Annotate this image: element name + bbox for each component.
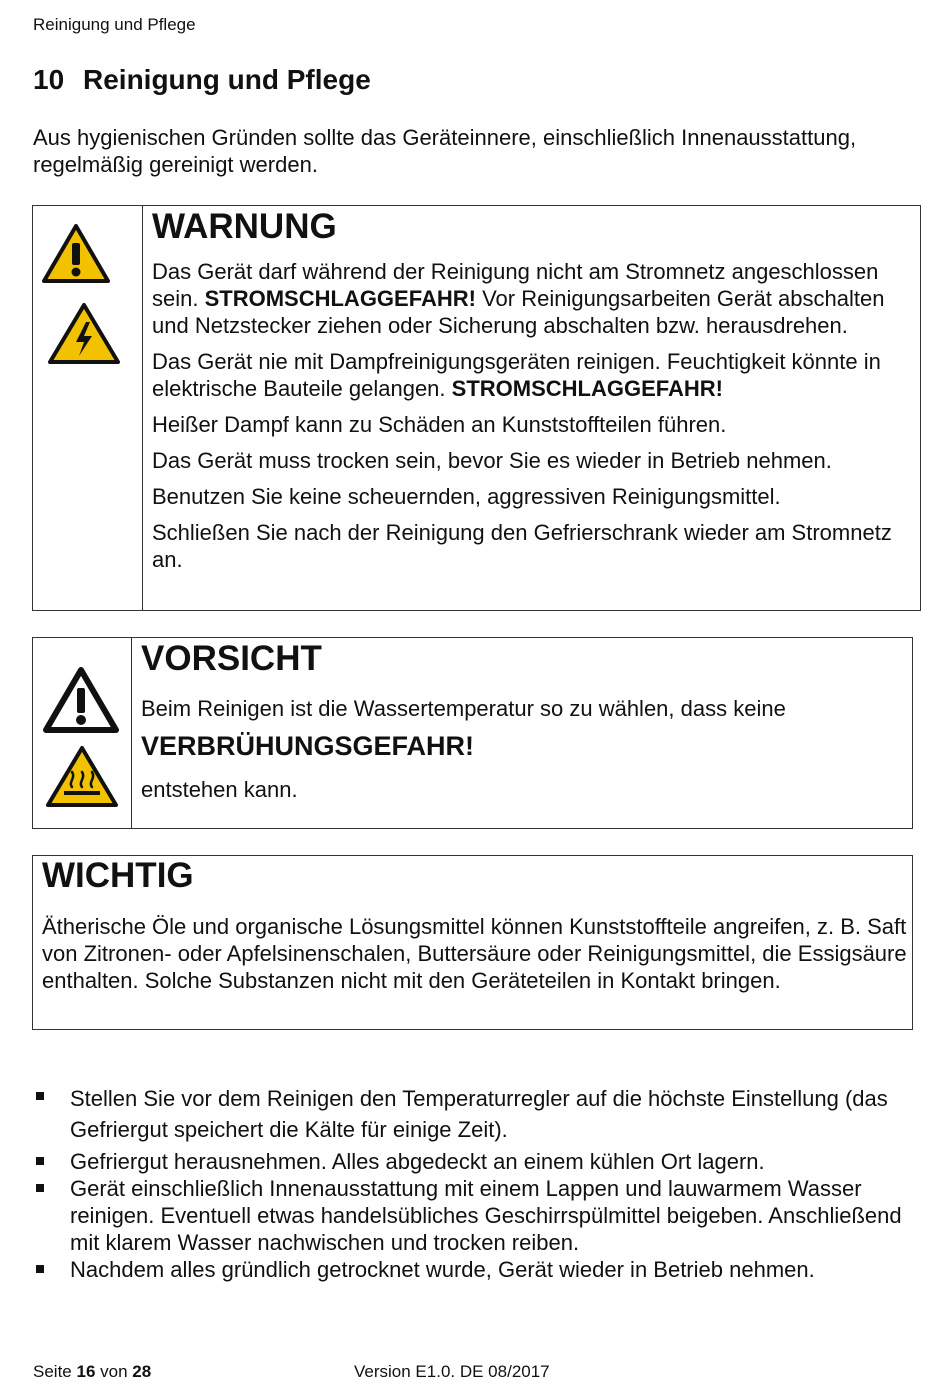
step-text: Gefriergut herausnehmen. Alles abgedeckt an einem kühlen Ort lagern. [70, 1149, 765, 1174]
caution-title: VORSICHT [141, 639, 322, 678]
step-text: Gerät einschließlich Innenausstattung mit einem Lappen und lauwarmem Wasser reinigen. Eventuell etwas handelsübliches Geschirrspülmittel beigeben. Anschließend mit klarem Wasser nachwischen und trocken reiben. [70, 1176, 902, 1255]
caution-box [32, 637, 913, 829]
important-box [32, 855, 913, 1030]
warning-paragraph-2 [152, 348, 912, 402]
step-text: Stellen Sie vor dem Reinigen den Temperaturregler auf die höchste Einstellung (das Gefriergut speichert die Kälte für einige Zeit). [70, 1086, 888, 1142]
warning-paragraph-1 [152, 258, 912, 339]
cleaning-steps-list [33, 1083, 923, 1283]
page-separator: von [100, 1362, 128, 1381]
warning-p1-tail: Vor Reinigungsarbeiten Gerät abschalten und Netzstecker ziehen oder Sicherung abschalten bzw. herausdrehen. [152, 286, 885, 338]
caution-content [141, 638, 901, 803]
warning-paragraph-4: Das Gerät muss trocken sein, bevor Sie es wieder in Betrieb nehmen. [152, 448, 832, 473]
warning-paragraph-5: Benutzen Sie keine scheuernden, aggressiven Reinigungsmittel. [152, 484, 781, 509]
intro-paragraph: Aus hygienischen Gründen sollte das Geräteinnere, einschließlich Innenausstattung, regelmäßig gereinigt werden. [33, 125, 857, 177]
bullet-square-icon [36, 1092, 44, 1100]
list-item [33, 1256, 923, 1283]
warning-title: WARNUNG [152, 207, 337, 246]
running-head: Reinigung und Pflege [33, 15, 196, 34]
page-total: 28 [132, 1362, 152, 1381]
bullet-square-icon [36, 1157, 44, 1165]
important-text: Ätherische Öle und organische Lösungsmittel können Kunststoffteile angreifen, z. B. Saft von Zitronen- oder Apfelsinenschalen, Buttersäure oder Reinigungsmittel, die Essigsäure enthalten. Solche Substanzen nicht mit den Geräteteilen in Kontakt bringen. [42, 914, 907, 993]
caution-line-2: entstehen kann. [141, 777, 298, 802]
caution-line-1: Beim Reinigen ist die Wassertemperatur so zu wählen, dass keine [141, 696, 786, 721]
warning-icon-column [33, 206, 143, 610]
important-content [42, 856, 907, 994]
list-item [33, 1148, 923, 1175]
bullet-square-icon [36, 1184, 44, 1192]
warning-box [32, 205, 921, 611]
warning-content [152, 206, 912, 573]
section-title-text: Reinigung und Pflege [83, 64, 371, 95]
page-current: 16 [76, 1362, 96, 1381]
hot-surface-icon [45, 745, 119, 809]
list-item [33, 1175, 923, 1256]
warning-paragraph-6: Schließen Sie nach der Reinigung den Gefrierschrank wieder am Stromnetz an. [152, 520, 892, 572]
step-text: Nachdem alles gründlich getrocknet wurde, Gerät wieder in Betrieb nehmen. [70, 1257, 815, 1282]
warning-p1-text: Das Gerät darf während der Reinigung nicht am Stromnetz angeschlossen sein. [152, 259, 879, 311]
list-item [33, 1083, 923, 1145]
warning-p1-hazard: STROMSCHLAGGEFAHR! [204, 286, 476, 311]
electric-shock-icon [47, 302, 121, 366]
important-title: WICHTIG [42, 856, 194, 895]
bullet-square-icon [36, 1265, 44, 1273]
warning-paragraph-3: Heißer Dampf kann zu Schäden an Kunststoffteilen führen. [152, 412, 727, 437]
warning-p2-hazard: STROMSCHLAGGEFAHR! [451, 376, 723, 401]
general-warning-icon [43, 666, 119, 734]
caution-icon-column [33, 638, 132, 828]
section-title [33, 64, 371, 96]
general-warning-icon [41, 223, 111, 285]
warning-p2-text: Das Gerät nie mit Dampfreinigungsgeräten reinigen. Feuchtigkeit könnte in elektrische Bauteile gelangen. [152, 349, 881, 401]
page-number [33, 1362, 151, 1382]
section-number: 10 [33, 64, 65, 95]
version-info: Version E1.0. DE 08/2017 [354, 1362, 550, 1381]
page-prefix: Seite [33, 1362, 72, 1381]
caution-hazard: VERBRÜHUNGSGEFAHR! [141, 731, 475, 761]
